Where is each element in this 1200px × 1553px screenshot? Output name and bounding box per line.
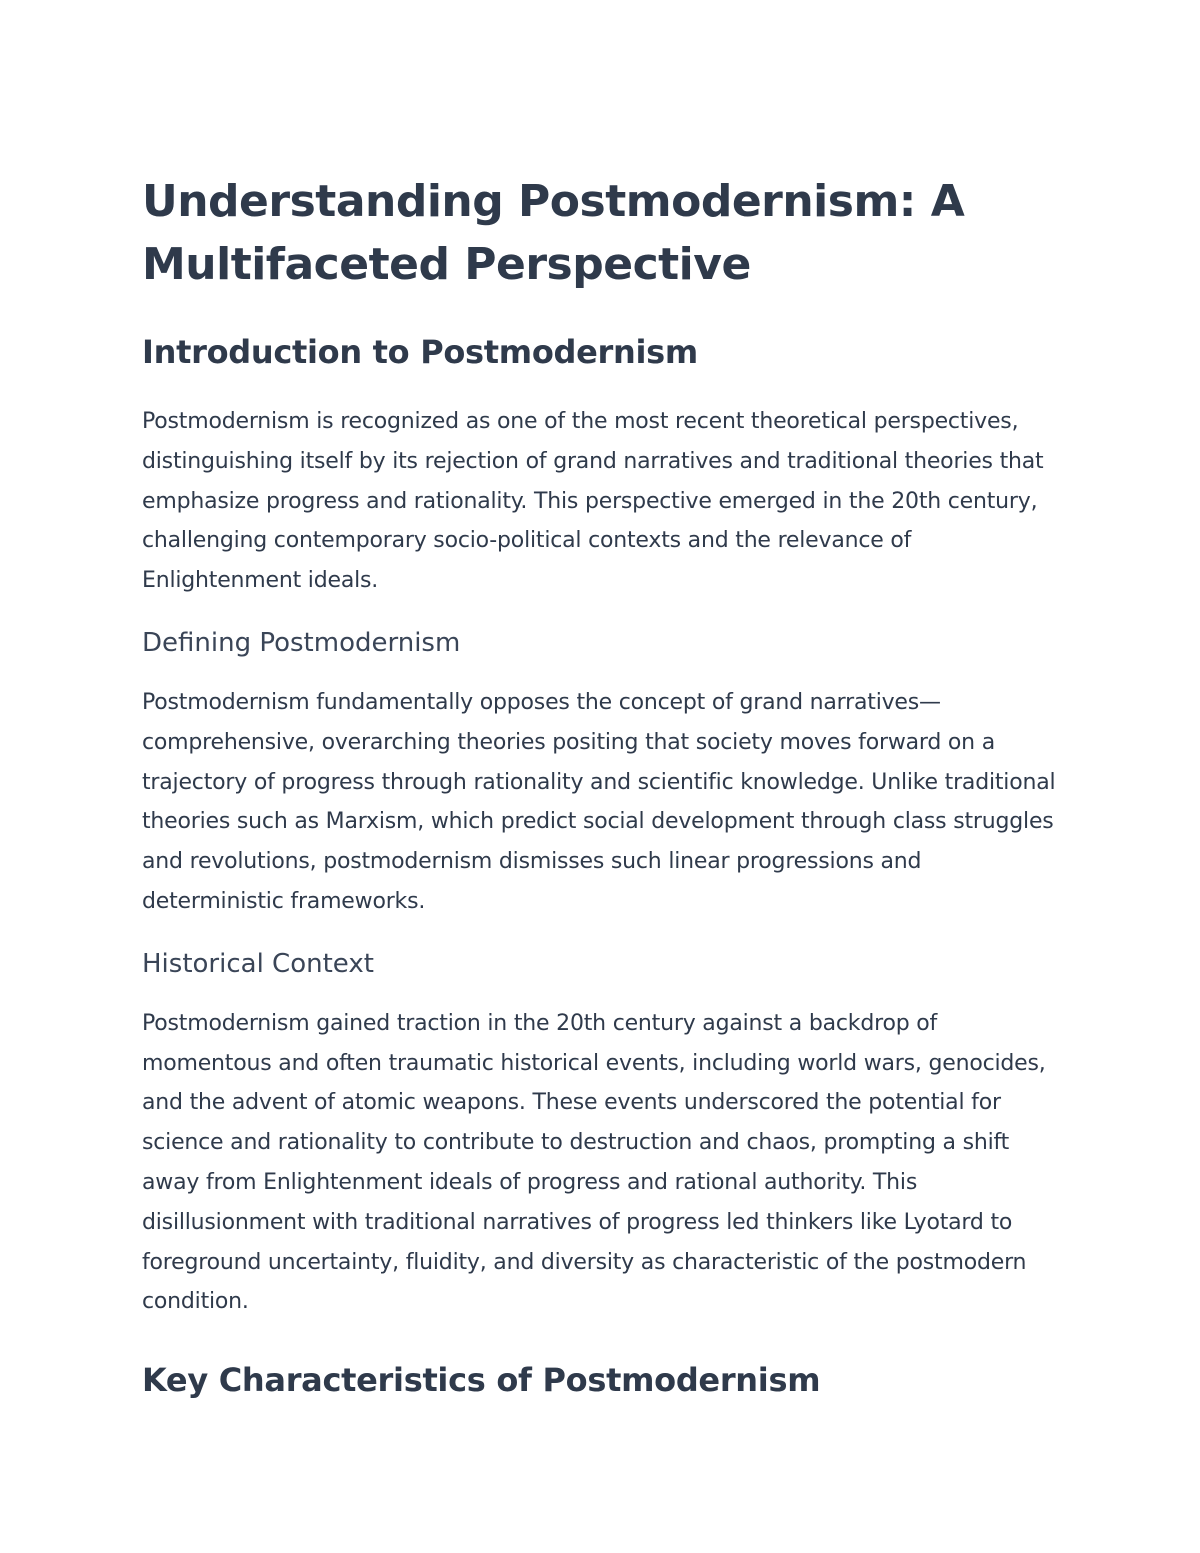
paragraph-introduction: Postmodernism is recognized as one of the most recent theoretical perspectives, distinguishing itself by its rejection of grand narratives and traditional theories that emphasize progress and rationality. This perspective emerged in the 20th century, challenging contemporary socio-political contexts and the relevance of Enlightenment ideals. <box>142 409 1044 594</box>
section-heading-key-characteristics: Key Characteristics of Postmodernism <box>142 1361 821 1400</box>
subsection-heading-defining: Defining Postmodernism <box>142 627 461 658</box>
document-title: Understanding Postmodernism: A Multifaceted Perspective <box>142 176 965 290</box>
subsection-heading-historical-context: Historical Context <box>142 948 374 979</box>
document-page <box>142 170 1062 1400</box>
paragraph-historical-context: Postmodernism gained traction in the 20th century against a backdrop of momentous and often traumatic historical events, including world wars, genocides, and the advent of atomic weapons. These events underscored the potential for science and rationality to contribute to destruction and chaos, prompting a shift away from Enlightenment ideals of progress and rational authority. This disillusionment with traditional narratives of progress led thinkers like Lyotard to foreground uncertainty, fluidity, and diversity as characteristic of the postmodern condition. <box>142 1010 1046 1315</box>
paragraph-defining: Postmodernism fundamentally opposes the concept of grand narratives—comprehensive, overarching theories positing that society moves forward on a trajectory of progress through rationality and scientific knowledge. Unlike traditional theories such as Marxism, which predict social development through class struggles and revolutions, postmodernism dismisses such linear progressions and deterministic frameworks. <box>142 689 1056 914</box>
section-heading-introduction: Introduction to Postmodernism <box>142 333 698 371</box>
